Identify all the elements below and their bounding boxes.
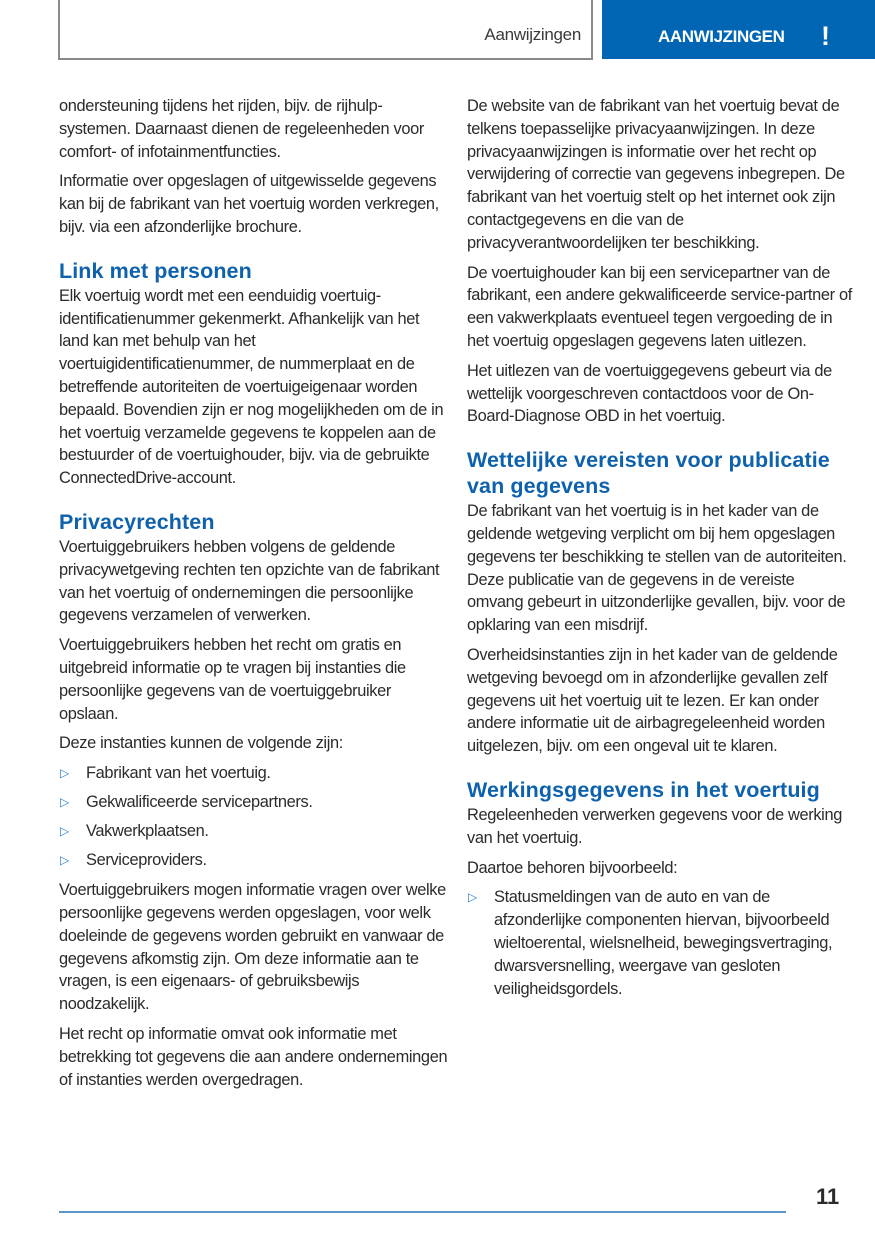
footer-rule — [59, 1211, 786, 1213]
instanties-list — [59, 762, 449, 872]
paragraph: Het uitlezen van de voertuiggegevens gebeurt via de wettelijk voorgeschreven contactdoos voor de On-Board-Diagnose OBD in het voertuig. — [467, 361, 832, 426]
section-heading-privacyrechten: Privacyrechten — [59, 509, 215, 534]
paragraph: Daartoe behoren bijvoorbeeld: — [467, 858, 678, 877]
paragraph: Deze instanties kunnen de volgende zijn: — [59, 734, 343, 753]
paragraph: De voertuighouder kan bij een servicepartner van de fabrikant, een andere gekwalificeerde service-partner of een vakwerkplaats eventueel tegen vergoeding de in het voertuig opgeslagen gegevens laten uitlezen. — [467, 263, 852, 350]
paragraph: Informatie over opgeslagen of uitgewisselde gegevens kan bij de fabrikant van het voertuig worden verkregen, bijv. via een afzonderlijke brochure. — [59, 172, 439, 236]
triangle-bullet-icon: ▷ — [60, 853, 69, 868]
list-item-text: Vakwerkplaatsen. — [86, 822, 209, 841]
list-item-text: Gekwalificeerde servicepartners. — [86, 793, 313, 812]
page-number: 11 — [816, 1184, 840, 1209]
chapter-tab-label: AANWIJZINGEN — [658, 27, 785, 46]
paragraph: Elk voertuig wordt met een eenduidig voertuig-identificatienummer gekenmerkt. Afhankelijk van het land kan met behulp van het voertuigidentificatienummer, de nummerplaat en de betreffende autoriteiten de voertuigeigenaar worden bepaald. Bovendien zijn er nog mogelijkheden om de in het voertuig verzamelde gegevens te koppelen aan de bestuurder of de voertuighouder, bijv. via de gebruikte ConnectedDrive-account. — [59, 286, 444, 488]
running-header-section: Aanwijzingen — [484, 25, 581, 44]
paragraph: Overheidsinstanties zijn in het kader van de geldende wetgeving bevoegd om in afzonderlijke gevallen zelf gegevens uit het voertuig uit te lezen. Er kan onder andere informatie uit de airbagregeleenheid worden uitgelezen, bijv. om een ongeval uit te klaren. — [467, 645, 838, 756]
list-item — [59, 849, 449, 872]
section-heading-wettelijke-vereisten: Wettelijke vereisten voor publicatie van gegevens — [467, 448, 830, 499]
list-item — [467, 886, 852, 1000]
paragraph: ondersteuning tijdens het rijden, bijv. de rijhulp-systemen. Daarnaast dienen de regeleenheden voor comfort- of infotainmentfuncties. — [59, 97, 424, 161]
paragraph: De website van de fabrikant van het voertuig bevat de telkens toepasselijke privacyaanwijzingen. In deze privacyaanwijzingen is informatie over het recht op verwijdering of correctie van gegevens inbegrepen. De fabrikant van het voertuig stelt op het internet ook zijn contactgegevens en die van de privacyverantwoordelijken ter beschikking. — [467, 97, 845, 252]
paragraph: De fabrikant van het voertuig is in het kader van de geldende wetgeving verplicht om bij hem opgeslagen gegevens ter beschikking te stellen van de autoriteiten. Deze publicatie van de gegevens in de vereiste omvang gebeurt in uitzonderlijke gevallen, bijv. voor de opklaring van een misdrijf. — [467, 502, 847, 635]
list-item — [59, 762, 449, 785]
list-item-text: Fabrikant van het voertuig. — [86, 764, 271, 783]
werkingsgegevens-list — [467, 886, 852, 1000]
list-item-text: Statusmeldingen van de auto en van de afzonderlijke componenten hiervan, bijvoorbeeld wieltoerental, wielsnelheid, bewegingsvertraging, dwarsversnelling, weergave van gesloten veiligheidsgordels. — [494, 888, 833, 998]
paragraph: Voertuiggebruikers mogen informatie vragen over welke persoonlijke gegevens werden opgeslagen, voor welk doeleinde de gegevens worden gebruikt en vanwaar de gegevens afkomstig zijn. Om deze informatie aan te vragen, is een eigenaars- of gebruiksbewijs noodzakelijk. — [59, 881, 446, 1014]
section-heading-link-met-personen: Link met personen — [59, 258, 252, 283]
list-item — [59, 791, 449, 814]
triangle-bullet-icon: ▷ — [468, 890, 477, 905]
exclamation-icon: ! — [821, 21, 830, 51]
right-column — [467, 95, 852, 1007]
list-item — [59, 820, 449, 843]
paragraph: Voertuiggebruikers hebben volgens de geldende privacywetgeving rechten ten opzichte van de fabrikant van het voertuig of ondernemingen die persoonlijke gegevens verzamelen of verwerken. — [59, 537, 440, 625]
paragraph: Voertuiggebruikers hebben het recht om gratis en uitgebreid informatie op te vragen bij instanties die persoonlijke gegevens van de voertuiggebruiker opslaan. — [59, 636, 406, 723]
triangle-bullet-icon: ▷ — [60, 795, 69, 810]
paragraph: Regeleenheden verwerken gegevens voor de werking van het voertuig. — [467, 805, 843, 847]
chapter-tab — [602, 0, 875, 59]
running-header-box — [58, 0, 593, 60]
left-column — [59, 95, 449, 1098]
section-heading-werkingsgegevens: Werkingsgegevens in het voertuig — [467, 777, 820, 802]
list-item-text: Serviceproviders. — [86, 851, 207, 870]
triangle-bullet-icon: ▷ — [60, 824, 69, 839]
paragraph: Het recht op informatie omvat ook informatie met betrekking tot gegevens die aan andere ondernemingen of instanties werden overgedragen. — [59, 1024, 448, 1089]
triangle-bullet-icon: ▷ — [60, 766, 69, 781]
